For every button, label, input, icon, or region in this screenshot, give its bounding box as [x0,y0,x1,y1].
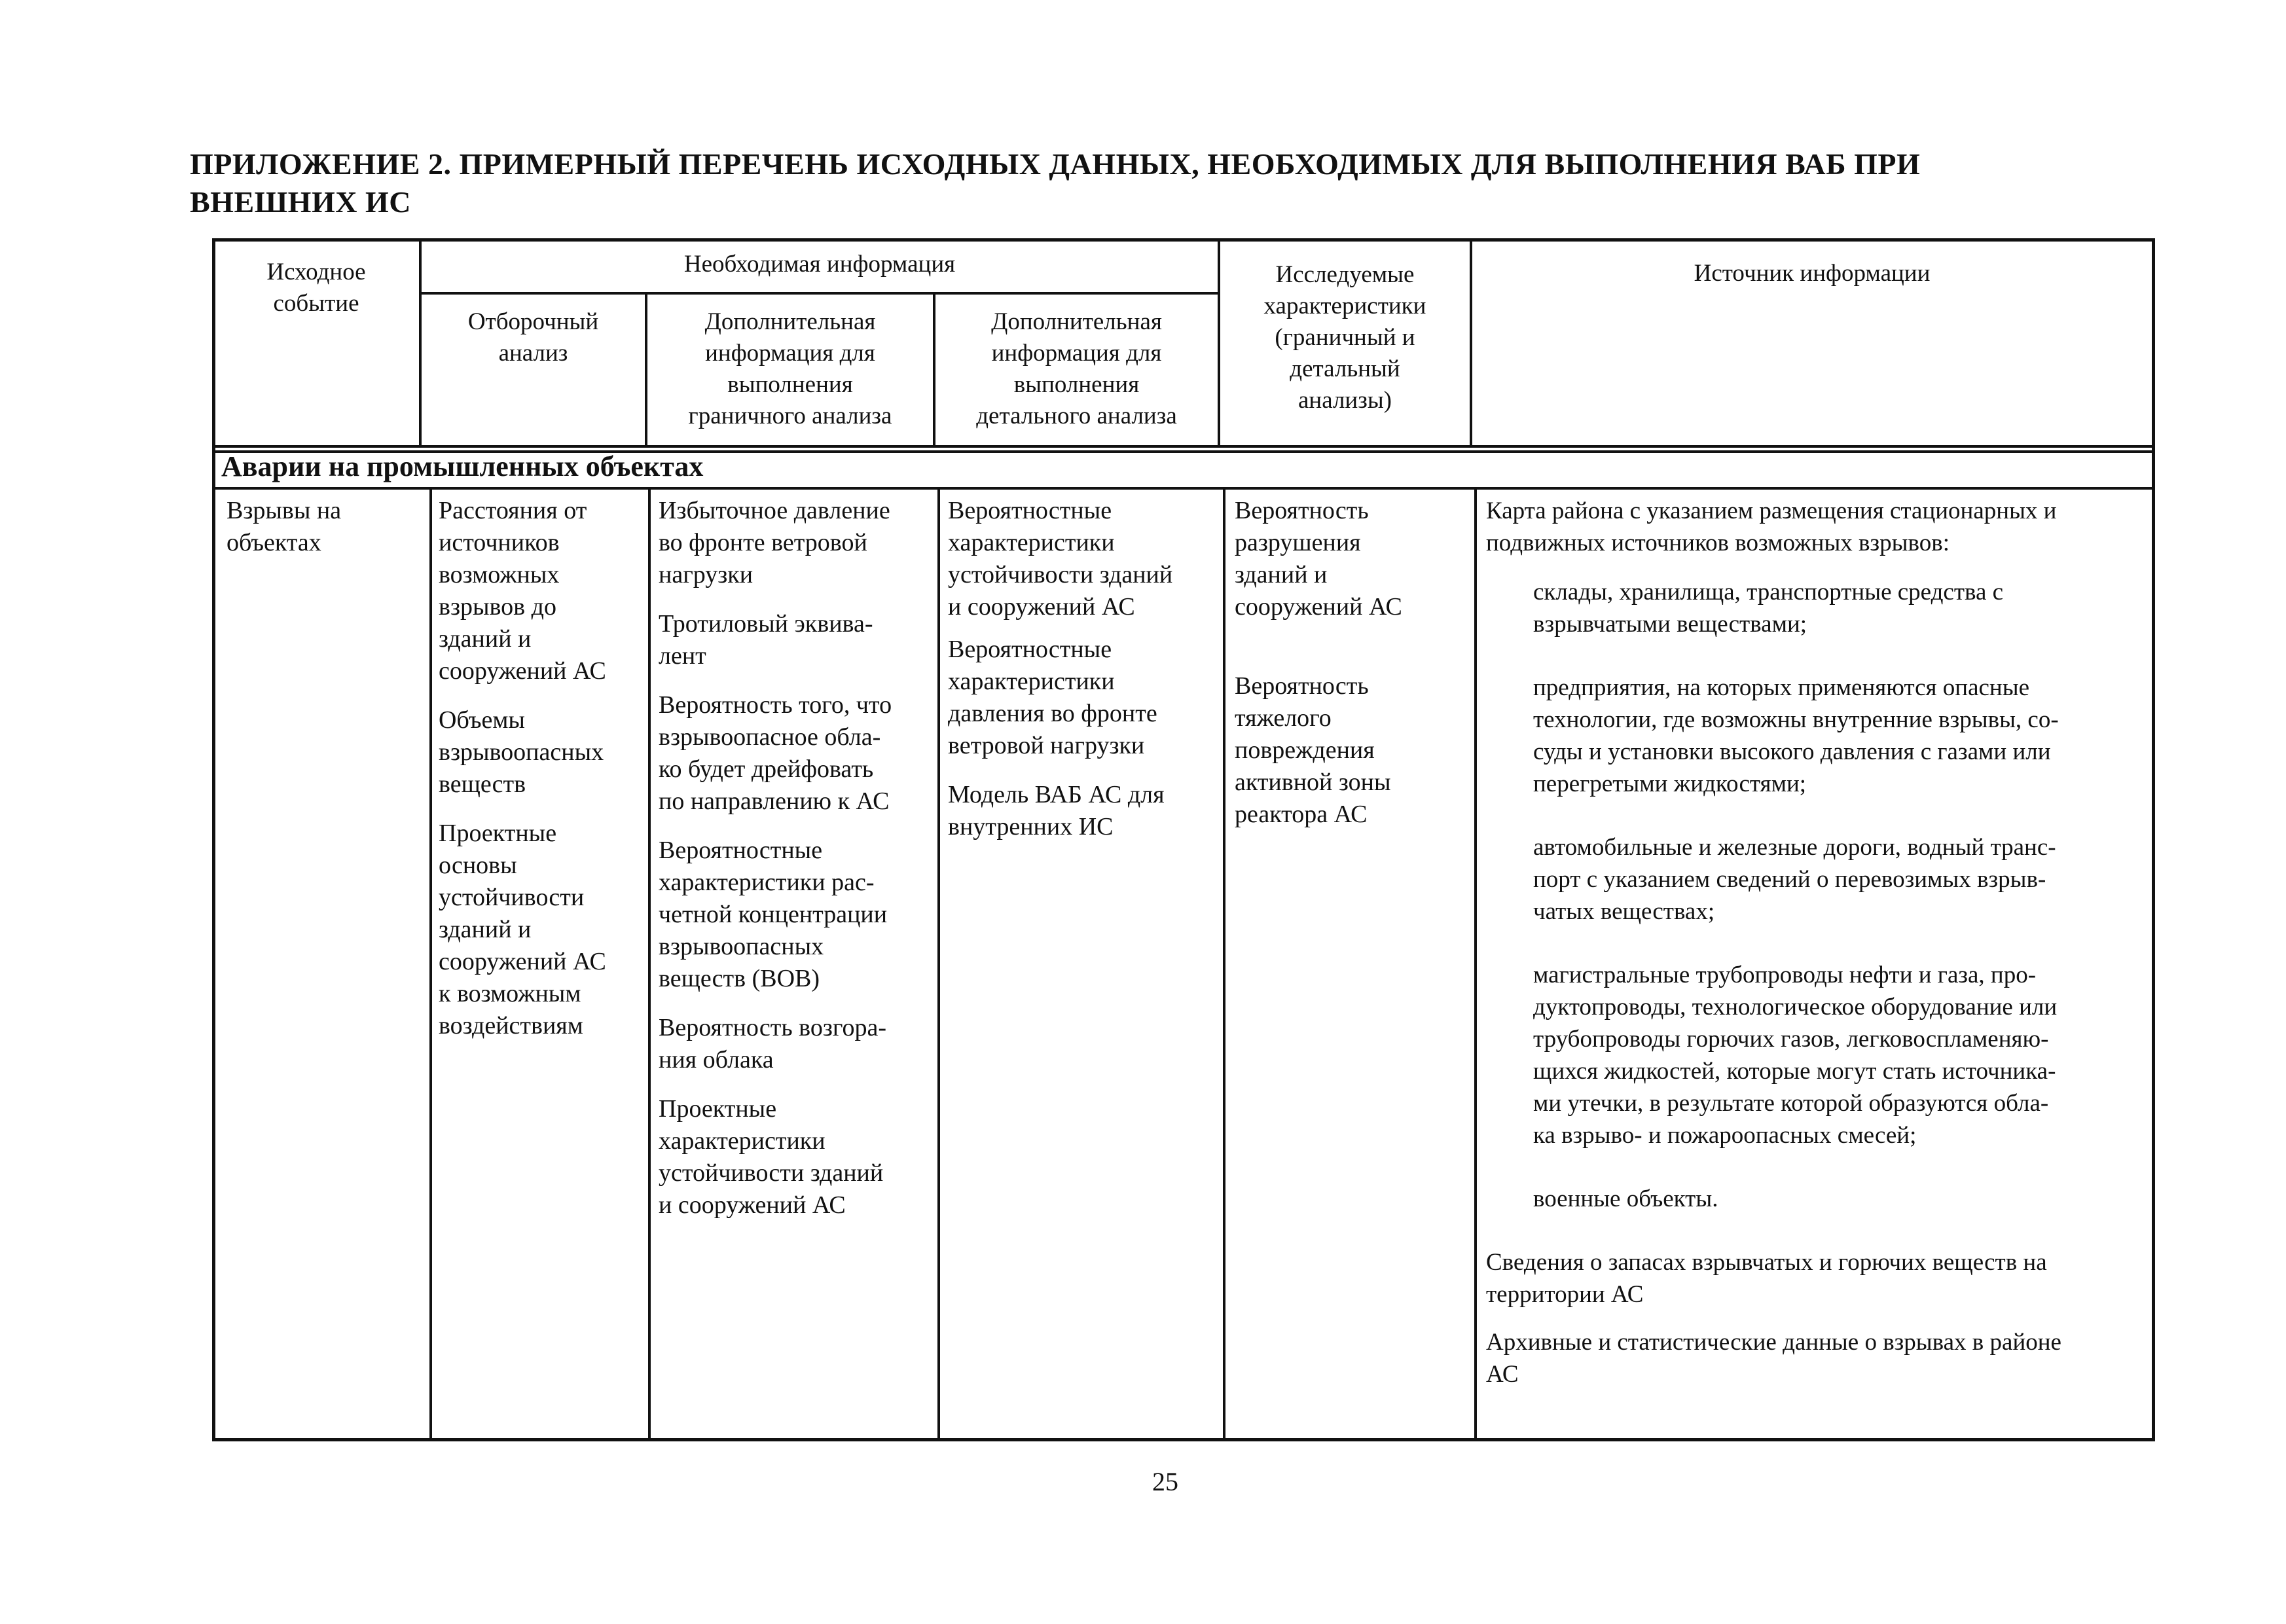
source-extra [1486,1246,2147,1390]
title-line-1: ПРИЛОЖЕНИЕ 2. ПРИМЕРНЫЙ ПЕРЕЧЕНЬ ИСХОДНЫХ ДАННЫХ, НЕОБХОДИМЫХ ДЛЯ ВЫПОЛНЕНИЯ ВАБ ПРИ [190,147,1921,181]
list-item: Карта района с указанием размещения стационарных и подвижных источников возможных взрывов: [1486,497,2057,556]
list-item: Вероятность того, что взрывоопасное обла- ко будет дрейфовать по направлению к АС [659,691,892,815]
list-item: Тротиловый эквива- лент [659,610,873,670]
page-number: 25 [1152,1467,1178,1496]
list-item: автомобильные и железные дороги, водный транс- порт с указанием сведений о перевозимых взрыв- чатых веществах; [1533,834,2056,925]
body-vline-4 [1223,487,1225,1441]
header-bottom-line-1 [212,445,2155,448]
header-detailed-info: Дополнительная информация для выполнения детального анализа [976,308,1177,429]
list-item: предприятия, на которых применяются опасные технологии, где возможны внутренние взрывы, со- суды и установки высокого давления с газами или перегретыми жидкостями; [1533,674,2059,797]
title-line-2: ВНЕШНИХ ИС [190,185,411,219]
body-vline-3 [937,487,940,1441]
cell-characteristics [1235,495,1470,848]
source-list [1533,576,2147,1215]
cell-detailed [948,495,1220,860]
cell-event: Взрывы на объектах [227,497,342,556]
list-item: Проектные характеристики устойчивости зданий и сооружений АС [659,1095,884,1219]
list-item: Архивные и статистические данные о взрывах в районе АС [1486,1329,2061,1388]
list-item: Проектные основы устойчивости зданий и сооружений АС к возможным воздействиям [439,820,606,1039]
cell-bounding [659,495,934,1238]
list-item: Объемы взрывоопасных веществ [439,706,604,798]
list-item: Вероятность тяжелого повреждения активной зоны реактора АС [1235,672,1391,828]
header-required-info: Необходимая информация [683,251,956,278]
header-bounding-info: Дополнительная информация для выполнения граничного анализа [688,308,892,429]
list-item: Расстояния от источников возможных взрывов до зданий и сооружений АС [439,497,606,685]
header-group-divider [419,292,1218,295]
list-item: Модель ВАБ АС для внутренних ИС [948,781,1165,840]
body-vline-2 [648,487,651,1441]
header-screening-analysis: Отборочный анализ [467,308,599,367]
body-vline-5 [1474,487,1477,1441]
section-title: Аварии на промышленных объектах [221,450,704,482]
list-item: магистральные трубопроводы нефти и газа, про- дуктопроводы, технологическое оборудование или трубопроводы горючих газов, легковоспламеняю- щихся жидкостей, которые могут стать источника- ми утечки, в результате которой образуются обла- ка взрыво- и пожароопасных смесей; [1533,962,2058,1149]
list-item: военные объекты. [1533,1185,1718,1212]
list-item: Вероятностные характеристики рас- четной концентрации взрывоопасных веществ (ВОВ) [659,837,888,992]
list-item: Вероятностные характеристики устойчивости зданий и сооружений АС [948,497,1173,621]
cell-screening [439,495,645,1059]
list-item: Избыточное давление во фронте ветровой нагрузки [659,497,890,588]
list-item: склады, хранилища, транспортные средства с взрывчатыми веществами; [1533,579,2004,638]
header-characteristics: Исследуемые характеристики (граничный и детальный анализы) [1263,261,1426,414]
list-item: Вероятность возгора- ния облака [659,1014,887,1074]
header-info-source: Источник информации [1694,260,1931,287]
section-row-bottom-line [212,487,2155,490]
list-item: Сведения о запасах взрывчатых и горючих веществ на территории АС [1486,1249,2047,1308]
list-item: Вероятность разрушения зданий и сооружений АС [1235,497,1402,621]
cell-info-source [1486,495,2147,1406]
header-initial-event: Исходное событие [266,259,366,317]
body-vline-1 [429,487,432,1441]
page-title [190,145,2088,221]
list-item: Вероятностные характеристики давления во фронте ветровой нагрузки [948,636,1157,759]
